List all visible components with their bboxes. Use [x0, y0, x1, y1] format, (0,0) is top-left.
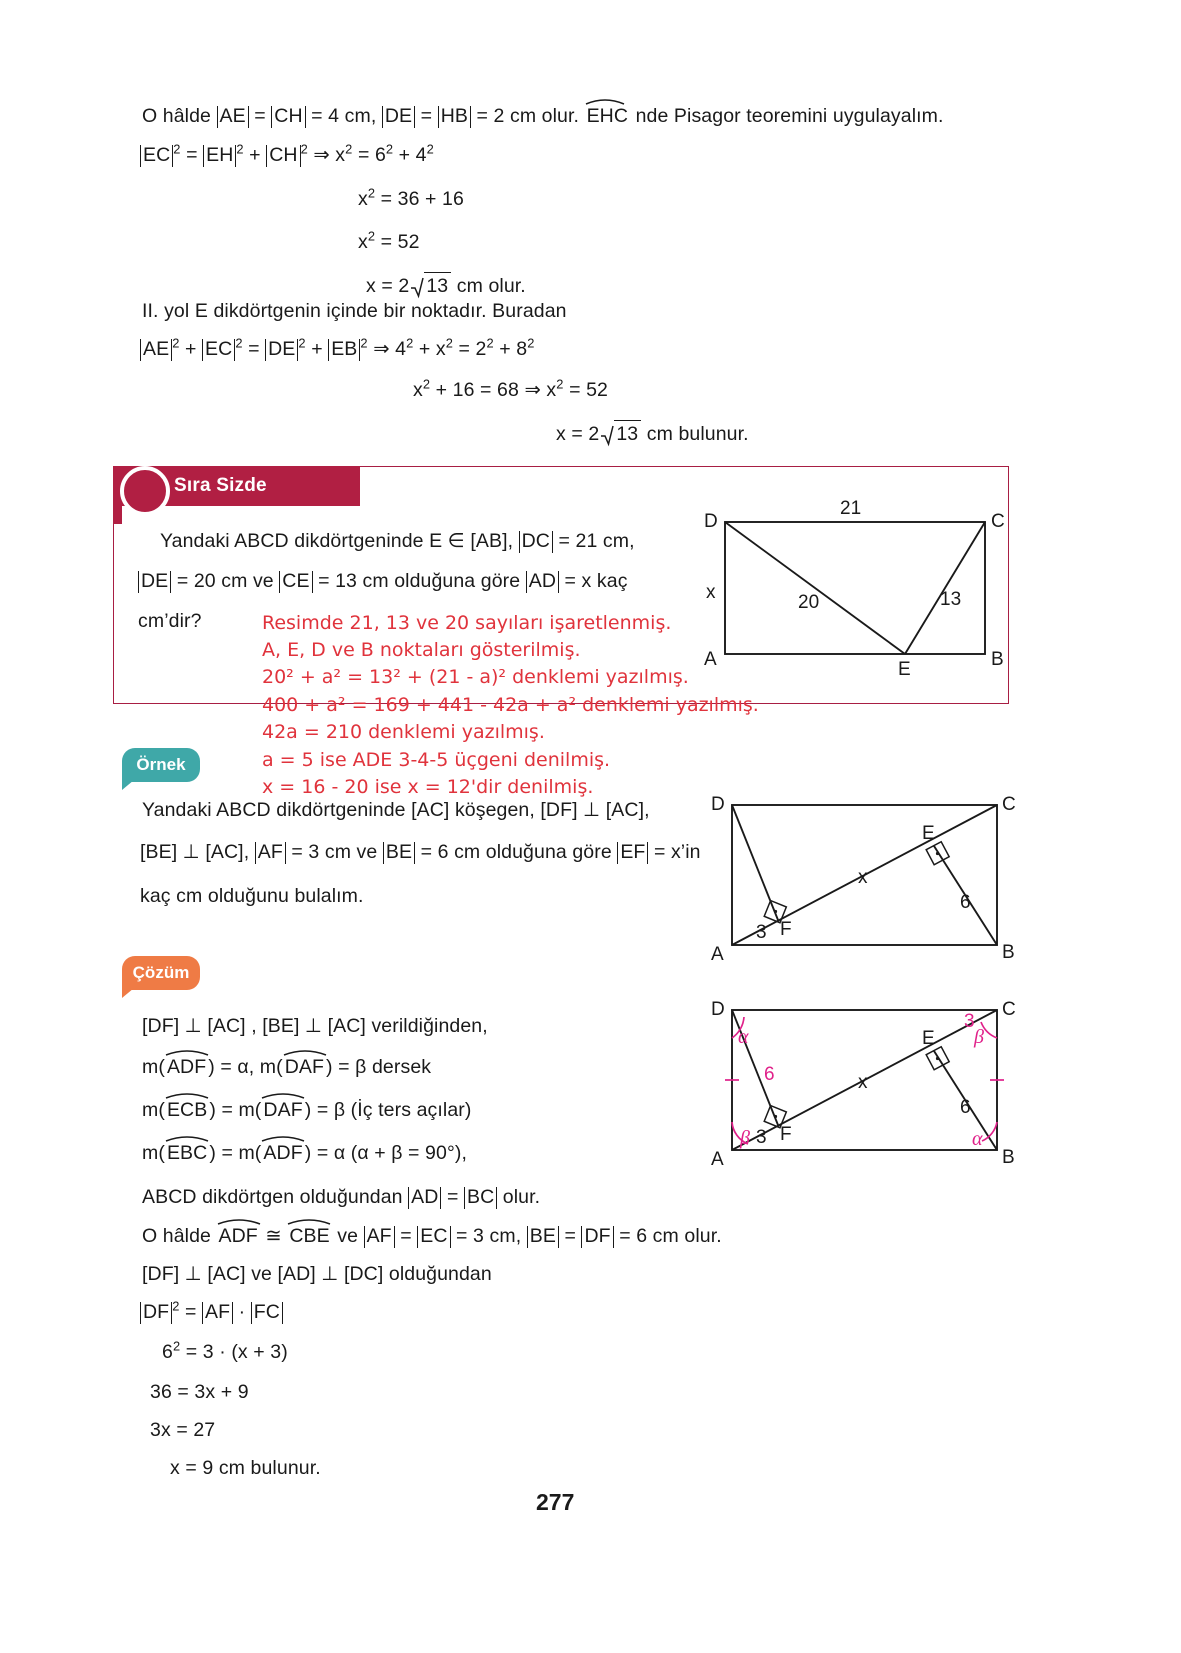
text-fragment: ) = β dersek [326, 1056, 432, 1078]
text-fragment: = [558, 1225, 582, 1247]
vertex-a: A [704, 649, 717, 670]
sira-sizde-label: Sıra Sizde [174, 475, 267, 496]
arc-label: ADF [263, 1142, 303, 1164]
text-fragment: = [242, 338, 266, 360]
abs-eh: EH [203, 145, 236, 167]
sira-sizde-question-line-3: cm’dir? [138, 610, 202, 632]
annotation-line-3: 20² + a² = 13² + (21 - a)² denklemi yazılmış. [262, 666, 689, 688]
text-fragment: ) = m( [209, 1142, 262, 1164]
abs-de: DE [382, 106, 415, 128]
text-fragment: · [233, 1301, 251, 1323]
text-fragment: nde Pisagor teoremini uygulayalım. [630, 105, 944, 127]
sira-sizde-question-line-1 [160, 529, 635, 553]
tag-notch-icon [122, 780, 134, 790]
vertex-b: B [1002, 942, 1015, 963]
arc-label: ADF [218, 1225, 258, 1247]
vertex-c: C [1002, 999, 1016, 1020]
ornek-tag [122, 748, 200, 782]
label-ef-x: x [858, 867, 868, 888]
vertex-e: E [898, 659, 911, 680]
text-fragment: cm bulunur. [641, 423, 749, 445]
vertex-a: A [711, 944, 724, 965]
arc-hat-icon [164, 1134, 210, 1141]
vertex-f: F [780, 1124, 792, 1145]
sqrt-radicand: 13 [424, 272, 451, 298]
text-fragment: olur. [497, 1186, 541, 1208]
second-way-label: II. yol [142, 300, 190, 322]
label-ad-x: x [706, 582, 716, 603]
text-fragment: ⇒ x [307, 144, 346, 166]
text-fragment: = 13 cm olduğuna göre [312, 570, 526, 592]
arc-hat-icon [584, 97, 631, 104]
text-fragment: cm olur. [451, 275, 526, 297]
sqrt-icon [599, 420, 641, 446]
label-ec-3: 3 [964, 1011, 975, 1032]
annotation-line-6: a = 5 ise ADE 3-4-5 üçgeni denilmiş. [262, 749, 611, 771]
abs-bc: BC [464, 1187, 497, 1209]
abs-fc: FC [251, 1302, 283, 1324]
arc-adf [261, 1141, 304, 1165]
text-fragment: ) = α, m( [208, 1056, 283, 1078]
abs-af: AF [202, 1302, 233, 1324]
text-fragment: = [179, 1301, 202, 1323]
arc-ebc [165, 1141, 209, 1165]
abs-af: AF [255, 842, 286, 864]
text-fragment: [BE] ⊥ [AC], [140, 841, 255, 863]
cozum-label: Çözüm [132, 963, 190, 982]
text-fragment: = 6 [352, 144, 386, 166]
solution-line-1 [142, 104, 944, 128]
label-af-3: 3 [756, 922, 767, 943]
text-fragment: = x kaç [559, 570, 628, 592]
solution-line-2: EC $^2$ = EH $^2$ + CH $^2$ ⇒ $x^2 = 6^2 + 4^2$ [140, 143, 434, 167]
label-ce-13: 13 [940, 589, 962, 610]
arc-hat-icon [164, 1091, 210, 1098]
abs-hb: HB [438, 106, 471, 128]
arc-adf [217, 1224, 260, 1248]
figure-cozum [710, 1000, 1020, 1180]
ornek-line-1: Yandaki ABCD dikdörtgeninde [AC] köşegen, [DF] ⊥ [AC], [142, 799, 650, 821]
angle-beta-c: β [974, 1026, 984, 1048]
second-way-line-2: $x^2 + 16 = 68$ ⇒ $x^2 = 52$ [413, 376, 608, 401]
text-fragment: = [394, 1225, 418, 1247]
cozum-line-5 [142, 1185, 540, 1209]
label-de-20: 20 [798, 592, 820, 613]
text-fragment: m( [142, 1142, 165, 1164]
text-fragment: x = 2 [556, 423, 600, 445]
annotation-line-4: 400 + a² = 169 + 441 - 42a + a² denklemi yazılmış. [262, 694, 759, 716]
cozum-line-3 [142, 1098, 471, 1122]
abs-ec: EC [202, 339, 235, 361]
vertex-c: C [991, 511, 1005, 532]
annotation-line-5: 42a = 210 denklemi yazılmış. [262, 721, 545, 743]
annotation-line-7: x = 16 - 20 ise x = 12'dir denilmiş. [262, 776, 594, 798]
abs-dc: DC [519, 531, 553, 553]
cozum-line-7: [DF] ⊥ [AC] ve [AD] ⊥ [DC] olduğundan [142, 1263, 492, 1285]
text-fragment: = 6 cm olduğuna göre [415, 841, 618, 863]
arc-hat-icon [164, 1048, 209, 1055]
text-fragment: E dikdörtgenin içinde bir noktadır. Buradan [189, 300, 567, 322]
text-fragment: = 3 cm, [450, 1225, 527, 1247]
vertex-d: D [704, 511, 718, 532]
cozum-tag [122, 956, 200, 990]
abs-ad: AD [408, 1187, 441, 1209]
abs-be: BE [383, 842, 415, 864]
abs-eb: EB [328, 339, 360, 361]
vertex-e: E [922, 823, 935, 844]
tag-notch-icon [122, 988, 134, 998]
solution-line-4: $x^2 = 52$ [358, 228, 420, 253]
cozum-line-10: 36 = 3x + 9 [150, 1381, 249, 1403]
vertex-a: A [711, 1149, 724, 1170]
arc-ehc [585, 104, 630, 128]
abs-ae: AE [140, 339, 172, 361]
text-fragment: ve [331, 1225, 364, 1247]
cozum-line-12: x = 9 cm bulunur. [170, 1457, 321, 1479]
abs-ch: CH [271, 106, 305, 128]
text-fragment: = 21 cm, [553, 530, 635, 552]
arc-adf [165, 1055, 208, 1079]
ornek-label: Örnek [136, 755, 186, 774]
arc-cbe [287, 1224, 331, 1248]
arc-label: ADF [166, 1056, 207, 1078]
text-fragment: = [248, 105, 272, 127]
text-fragment: ⇒ 4 [367, 338, 407, 360]
solution-line-3: $x^2 = 36 + 16$ [358, 185, 464, 210]
cozum-line-8: DF $^2$ = AF · FC [140, 1300, 283, 1324]
vertex-e: E [922, 1028, 935, 1049]
arc-label: EBC [166, 1142, 208, 1164]
text-fragment: = [441, 1186, 464, 1208]
second-way-heading [142, 299, 567, 323]
sqrt-icon [409, 272, 451, 298]
annotation-line-2: A, E, D ve B noktaları gösterilmiş. [262, 639, 581, 661]
arc-label: ECB [166, 1099, 208, 1121]
arc-hat-icon [216, 1217, 261, 1224]
label-af-3: 3 [756, 1127, 767, 1148]
arc-ecb [165, 1098, 209, 1122]
abs-ad: AD [526, 571, 559, 593]
vertex-c: C [1002, 794, 1016, 815]
text-fragment: + 8 [493, 338, 528, 360]
vertex-d: D [711, 794, 725, 815]
cozum-line-6 [142, 1224, 722, 1248]
ribbon-circle-icon [120, 466, 170, 516]
arc-label: DAF [263, 1099, 303, 1121]
text-fragment: m( [142, 1056, 165, 1078]
second-way-equation: AE $^2$ + EC $^2$ = DE $^2$ + EB $^2$ ⇒ $4^2 + x^2 = 2^2 + 8^2$ [140, 337, 534, 361]
arc-label: CBE [289, 1225, 330, 1247]
arc-label: DAF [284, 1056, 325, 1078]
abs-df: DF [581, 1226, 613, 1248]
cozum-line-4 [142, 1141, 467, 1165]
vertex-b: B [1002, 1147, 1015, 1168]
text-fragment: + [243, 144, 267, 166]
text-fragment: + [305, 338, 329, 360]
text-fragment: Yandaki ABCD dikdörtgeninde E ∈ [AB], [160, 530, 519, 552]
text-fragment: = 4 cm, [305, 105, 382, 127]
cozum-line-11: 3x = 27 [150, 1419, 216, 1441]
abs-ce: CE [279, 571, 312, 593]
abs-de: DE [265, 339, 298, 361]
page-number: 277 [536, 1489, 575, 1515]
arc-hat-icon [260, 1134, 305, 1141]
text-fragment: ) = β (İç ters açılar) [304, 1099, 472, 1121]
text-fragment: = x’in [648, 841, 701, 863]
angle-beta-a: β [740, 1127, 750, 1149]
label-ef-x: x [858, 1072, 868, 1093]
abs-df: DF [140, 1302, 172, 1324]
text-fragment: = 2 [453, 338, 487, 360]
text-fragment: ) = m( [209, 1099, 262, 1121]
text-fragment: ABCD dikdörtgen olduğundan [142, 1186, 409, 1208]
text-fragment: = 6 cm olur. [613, 1225, 722, 1247]
cozum-line-9: $6^2 = 3 \cdot (x + 3)$ [162, 1338, 288, 1363]
abs-ec: EC [140, 145, 173, 167]
label-be-6: 6 [960, 1097, 971, 1118]
vertex-b: B [991, 649, 1004, 670]
annotation-line-1: Resimde 21, 13 ve 20 sayıları işaretlenmiş. [262, 612, 672, 634]
sira-sizde-question-line-2 [138, 569, 628, 593]
text-fragment: O hâlde [142, 105, 217, 127]
cozum-line-1: [DF] ⊥ [AC] , [BE] ⊥ [AC] verildiğinden, [142, 1015, 488, 1037]
text-fragment: O hâlde [142, 1225, 217, 1247]
text-fragment: = 2 cm olur. [470, 105, 585, 127]
text-fragment: = [415, 105, 438, 127]
label-be-6: 6 [960, 892, 971, 913]
vertex-d: D [711, 999, 725, 1020]
text-fragment: = 20 cm ve [171, 570, 280, 592]
abs-af: AF [364, 1226, 395, 1248]
label-df-6: 6 [764, 1064, 775, 1085]
arc-label: EHC [586, 105, 629, 127]
text-fragment: + x [413, 338, 446, 360]
vertex-f: F [780, 919, 792, 940]
text-fragment: ≅ [259, 1225, 288, 1247]
text-fragment: + [179, 338, 203, 360]
second-way-line-3 [556, 420, 749, 446]
ornek-line-3: kaç cm olduğunu bulalım. [140, 885, 364, 907]
arc-daf [283, 1055, 326, 1079]
abs-ae: AE [217, 106, 249, 128]
text-fragment: m( [142, 1099, 165, 1121]
ornek-line-2 [140, 840, 701, 864]
arc-daf [261, 1098, 304, 1122]
sqrt-radicand: 13 [614, 420, 641, 446]
text-fragment: ) = α (α + β = 90°), [304, 1142, 467, 1164]
abs-ec: EC [417, 1226, 450, 1248]
angle-alpha-d: α [738, 1026, 749, 1048]
figure-ornek [710, 795, 1020, 965]
text-fragment: = 3 cm ve [285, 841, 383, 863]
arc-hat-icon [286, 1217, 332, 1224]
abs-ch2: CH [266, 145, 300, 167]
angle-alpha-b: α [972, 1128, 983, 1150]
cozum-line-2 [142, 1055, 431, 1079]
text-fragment: + 4 [393, 144, 427, 166]
arc-hat-icon [260, 1091, 305, 1098]
arc-hat-icon [282, 1048, 327, 1055]
abs-de: DE [138, 571, 171, 593]
label-dc-21: 21 [840, 498, 862, 519]
text-fragment: = [180, 144, 204, 166]
text-fragment: x = 2 [366, 275, 410, 297]
abs-ef: EF [617, 842, 648, 864]
solution-line-5 [366, 272, 526, 298]
figure-sira-sizde [700, 500, 1010, 680]
abs-be: BE [527, 1226, 559, 1248]
